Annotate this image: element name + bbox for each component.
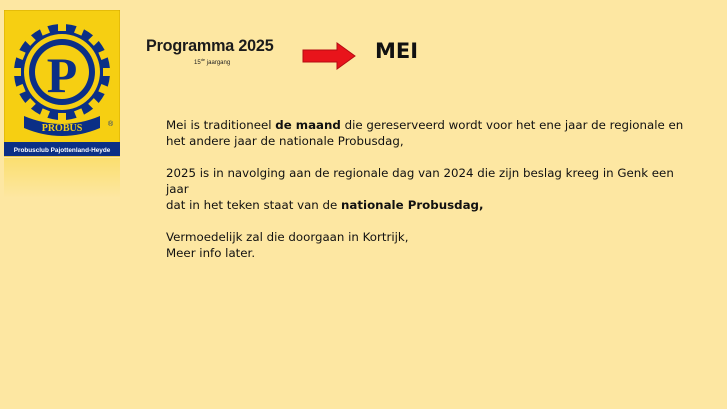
paragraph-2 — [166, 165, 686, 213]
text-run: Mei is traditioneel — [166, 118, 276, 132]
logo-letter: P — [46, 47, 78, 103]
subtitle — [194, 57, 296, 66]
paragraph-1 — [166, 117, 686, 149]
subtitle-rest: jaargang — [205, 60, 231, 66]
text-run-bold: nationale Probusdag, — [341, 198, 484, 212]
subtitle-number: 15 — [194, 60, 201, 66]
body-text — [166, 117, 686, 277]
page-title: Programma 2025 — [146, 36, 274, 55]
club-name: Probusclub Pajottenland-Heyde — [13, 147, 111, 154]
month-heading: MEI — [375, 39, 419, 63]
text-run-bold: de maand — [275, 118, 341, 132]
paragraph-3 — [166, 229, 686, 261]
text-run: 2025 is in navolging aan de regionale dag van 2024 die zijn beslag kreeg in Genk een jaar — [166, 166, 674, 196]
registered-mark: ® — [108, 121, 114, 128]
logo-name: PROBUS — [41, 123, 83, 134]
text-run: die gereserveerd wordt voor het ene jaar de regionale en — [340, 118, 684, 132]
title-block — [146, 36, 296, 66]
text-run: Vermoedelijk zal die doorgaan in Kortrijk, — [166, 230, 409, 244]
text-run: het andere jaar de nationale Probusdag, — [166, 134, 404, 148]
text-run: dat in het teken staat van de — [166, 198, 342, 212]
subtitle-sup: de — [200, 57, 206, 62]
probus-logo — [4, 10, 120, 200]
text-run: Meer info later. — [166, 246, 256, 260]
right-arrow-icon — [301, 41, 357, 71]
